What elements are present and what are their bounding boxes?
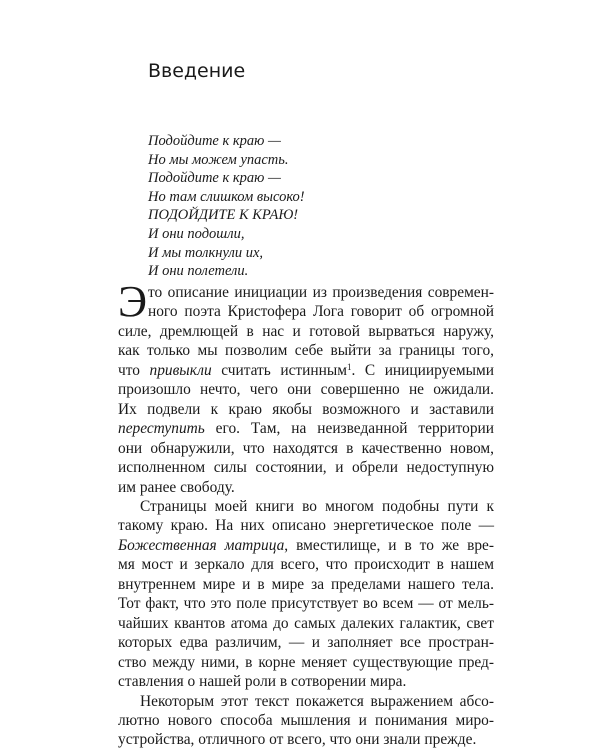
text-line: которых едва различим, — и заполняет все простран- (118, 634, 494, 652)
italic-emphasis: Божественная матрица (118, 536, 285, 554)
body-text (118, 277, 494, 750)
epigraph-line: ПОДОЙДИТЕ К КРАЮ! (148, 207, 299, 224)
text-line: то описание инициации из произведения современ- (148, 284, 494, 301)
italic-emphasis: привыкли (149, 361, 212, 379)
epigraph-line: Подойдите к краю — (148, 170, 281, 187)
paragraph-3 (118, 692, 494, 750)
text-line: ного поэта Кристофера Лога говорит об огромной (148, 303, 494, 321)
epigraph-line: Но мы можем упасть. (148, 151, 289, 168)
text-line: ство между ними, в корне меняет существующие пред- (118, 653, 494, 671)
epigraph-poem (148, 132, 305, 281)
text-line: Некоторым этот текст покажется выражением абсо- (140, 692, 494, 710)
text-line: мя мост и зеркало для всего, что происходит в нашем (118, 556, 494, 574)
paragraph-2 (118, 497, 494, 692)
text-run: считать истинным (211, 361, 347, 379)
text-line: силе, дремлющей в нас и готовой вырваться наружу, (118, 322, 494, 340)
text-line: такому краю. На них описано энергетическое поле — (118, 517, 494, 535)
text-line: лютно нового способа мышления и понимания миро- (118, 711, 494, 729)
chapter-title: Введение (148, 60, 246, 82)
epigraph-line: И они подошли, (148, 225, 245, 242)
text-line: ставления о нашей роли в сотворении мира. (118, 673, 407, 691)
drop-cap: Э (118, 277, 148, 326)
text-line: они обнаружили, что находятся в качественно новом, (118, 439, 494, 457)
text-run: его. Там, на неизведанной территории (204, 420, 494, 438)
text-line (118, 419, 494, 438)
text-line (118, 536, 494, 555)
italic-emphasis: переступить (118, 420, 205, 438)
epigraph-line: И мы толкнули их, (148, 244, 264, 261)
text-line: им ранее свободу. (118, 478, 235, 496)
epigraph-line: Но там слишком высоко! (148, 188, 305, 205)
text-line: Тот факт, что это поле присутствует во всем — от мель- (118, 595, 494, 613)
text-line: как только мы позволим себе выйти за границы того, (118, 342, 494, 360)
text-line: произошло нечто, чего они совершенно не ожидали. (118, 381, 494, 399)
text-line: Их подвели к краю якобы возможного и заставили (118, 400, 494, 418)
text-line: Страницы моей книги во многом подобны пути к (140, 497, 494, 515)
text-line: внутреннем мире и в мире за пределами нашего тела. (118, 575, 494, 593)
text-line: исполненном силы состоянии, и обрели недоступную (118, 459, 494, 477)
footnote-ref: 1 (346, 361, 352, 372)
text-run: что (118, 361, 150, 379)
paragraph-1 (118, 283, 494, 497)
text-run: . С инициируемыми (351, 361, 494, 379)
text-line (118, 361, 494, 380)
text-line: устройства, отличного от всего, что они знали прежде. (118, 731, 477, 749)
epigraph-line: Подойдите к краю — (148, 133, 281, 149)
text-run: , вместилище, и в то же вре- (284, 536, 494, 554)
epigraph-line: И они полетели. (148, 263, 249, 280)
text-line: чайших квантов атома до самых далеких галактик, свет (118, 614, 494, 632)
